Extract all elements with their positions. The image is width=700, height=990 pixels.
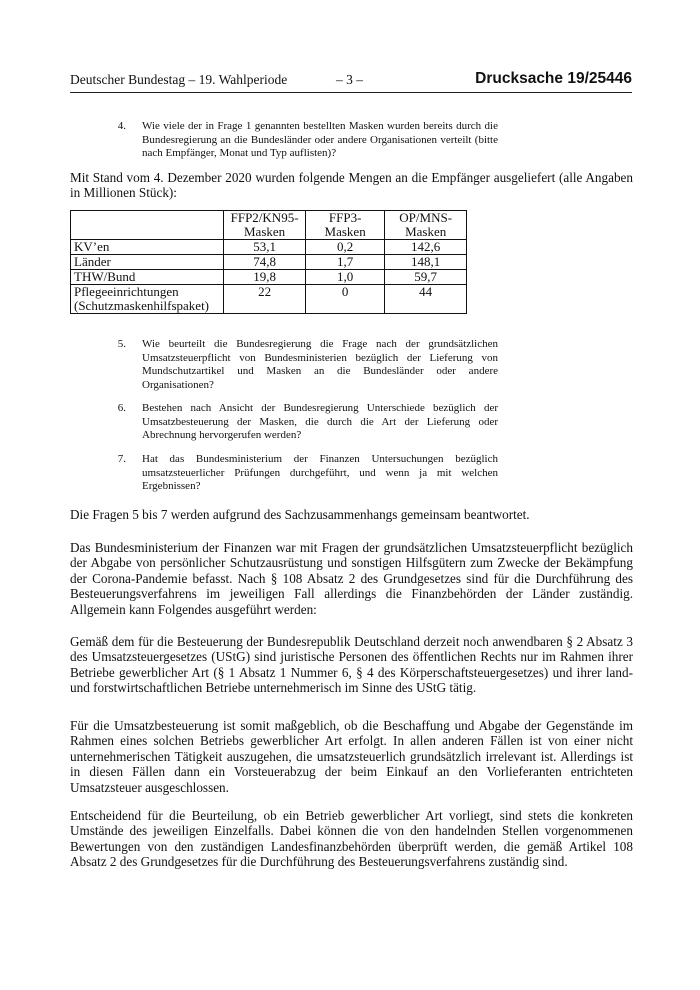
cell-ffp3: 1,0 bbox=[305, 270, 384, 285]
mask-distribution-table bbox=[70, 210, 467, 314]
cell-op: 44 bbox=[385, 285, 467, 314]
row-label bbox=[71, 285, 224, 314]
cell-op: 59,7 bbox=[385, 270, 467, 285]
answer-paragraph-4: Für die Umsatzbesteuerung ist somit maßgeblich, ob die Beschaffung und Abgabe der Gegenstände im Rahmen eines solchen Betriebs gewerblicher Art erfolgt. In allen anderen Fällen ist von einer nicht unternehmerischen Tätigkeit auszugehen, die umsatzsteuerlich grundsätzlich irrelevant ist. Allerdings ist in diesen Fällen dann ein Vorsteuerabzug der beim Einkauf an den Vorlieferanten entrichteten Umsatzsteuer ausgeschlossen. bbox=[70, 718, 633, 795]
header-doc-number: 25446 bbox=[588, 70, 632, 87]
question-text: Wie beurteilt die Bundesregierung die Frage nach der grundsätzlichen Umsatzsteuerpflicht von Bundesministerien bezüglich der Lieferung von Mundschutzartikel und Masken an die Bundesländer oder andere Organisationen? bbox=[142, 338, 498, 391]
answer-paragraph-2: Das Bundesministerium der Finanzen war mit Fragen der grundsätzlichen Umsatzsteuerpflicht bezüglich der Abgabe von persönlicher Schutzausrüstung und sonstigen Hilfsgütern zum Zwecke der Bekämpfung der Corona-Pandemie befasst. Nach § 108 Absatz 2 des Grundgesetzes sind für die Durchführung des Besteuerungsverfahrens im jeweiligen Fall allerdings die Finanzbehörden der Länder zuständig. Allgemein kann Folgendes ausgeführt werden: bbox=[70, 540, 633, 617]
answer-paragraph-3: Gemäß dem für die Besteuerung der Bundesrepublik Deutschland derzeit noch anwendbaren § 2 Absatz 3 des Umsatzsteuergesetzes (UStG) sind juristische Personen des öffentlichen Rechts nur im Rahmen ihrer Betriebe gewerblicher Art (§ 1 Absatz 1 Nummer 6, § 4 des Körperschaftsteuergesetzes) und ihrer land- und forstwirtschaftlichen Betriebe unternehmerisch im Sinne des UStG tätig. bbox=[70, 634, 633, 696]
header-cell-empty bbox=[71, 211, 224, 240]
question-number: 7. bbox=[117, 453, 126, 465]
question-6 bbox=[118, 402, 498, 443]
question-5 bbox=[118, 338, 498, 392]
header-cell-op bbox=[385, 211, 467, 240]
header-doc-prefix: Drucksache 19/ bbox=[475, 70, 589, 87]
cell-ffp2: 53,1 bbox=[224, 240, 306, 255]
cell-op: 148,1 bbox=[385, 255, 467, 270]
header-op-line2: Masken bbox=[405, 224, 447, 239]
header-ffp2-line2: Masken bbox=[243, 224, 286, 239]
cell-ffp2: 19,8 bbox=[224, 270, 306, 285]
header-cell-ffp3: FFP3-Masken bbox=[305, 211, 384, 240]
row-label-line2: (Schutzmaskenhilfspaket) bbox=[74, 298, 210, 313]
answer-paragraph-1: Die Fragen 5 bis 7 werden aufgrund des Sachzusammenhangs gemeinsam beantwortet. bbox=[70, 507, 530, 522]
table-row bbox=[71, 255, 467, 270]
question-4 bbox=[118, 120, 498, 161]
answer-4-intro: Mit Stand vom 4. Dezember 2020 wurden folgende Mengen an die Empfänger ausgeliefert (alle Angaben in Millionen Stück): bbox=[70, 170, 633, 201]
question-number: 4. bbox=[117, 120, 126, 132]
question-number: 6. bbox=[117, 402, 126, 414]
table-row bbox=[71, 285, 467, 314]
header-document-number bbox=[475, 70, 632, 88]
question-text: Wie viele der in Frage 1 genannten bestellten Masken wurden bereits durch die Bundesregierung an die Bundesländer oder andere Organisationen verteilt (bitte nach Empfänger, Monat und Typ auflisten)? bbox=[142, 120, 498, 160]
question-text: Bestehen nach Ansicht der Bundesregierung Unterschiede bezüglich der Umsatzbesteuerung der Masken, die durch die Art der Lieferung oder Abrechnung hervorgerufen werden? bbox=[142, 402, 498, 442]
cell-op: 142,6 bbox=[385, 240, 467, 255]
row-label-line1: Pflegeeinrichtungen bbox=[74, 284, 179, 299]
cell-ffp3: 0 bbox=[305, 285, 384, 314]
row-label: KV’en bbox=[71, 240, 224, 255]
cell-ffp3: 0,2 bbox=[305, 240, 384, 255]
question-number: 5. bbox=[117, 338, 126, 350]
row-label: THW/Bund bbox=[71, 270, 224, 285]
cell-ffp3: 1,7 bbox=[305, 255, 384, 270]
question-text: Hat das Bundesministerium der Finanzen Untersuchungen bezüglich umsatzsteuerlicher Prüfungen durchgeführt, und wenn ja mit welchen Ergebnissen? bbox=[142, 453, 498, 493]
table-row bbox=[71, 240, 467, 255]
cell-ffp2: 22 bbox=[224, 285, 306, 314]
header-cell-ffp2 bbox=[224, 211, 306, 240]
cell-ffp2: 74,8 bbox=[224, 255, 306, 270]
header-op-line1: OP/MNS- bbox=[399, 210, 453, 225]
answer-paragraph-5: Entscheidend für die Beurteilung, ob ein Betrieb gewerblicher Art vorliegt, sind stets die konkreten Umstände des jeweiligen Einzelfalls. Dabei können die von den handelnden Stellen vorgenommenen Bewertungen von den zuständigen Landesfinanzbehörden überprüft werden, die gemäß Artikel 108 Absatz 2 des Grundgesetzes für die Durchführung des Besteuerungsverfahrens zuständig sind. bbox=[70, 808, 633, 870]
table-row bbox=[71, 270, 467, 285]
page-header bbox=[70, 72, 632, 93]
header-ffp2-line1: FFP2/KN95- bbox=[230, 210, 299, 225]
table-header-row bbox=[71, 211, 467, 240]
header-parliament: Deutscher Bundestag – 19. Wahlperiode bbox=[70, 72, 288, 87]
header-page-number: – 3 – bbox=[336, 72, 363, 87]
question-7 bbox=[118, 453, 498, 494]
row-label: Länder bbox=[71, 255, 224, 270]
